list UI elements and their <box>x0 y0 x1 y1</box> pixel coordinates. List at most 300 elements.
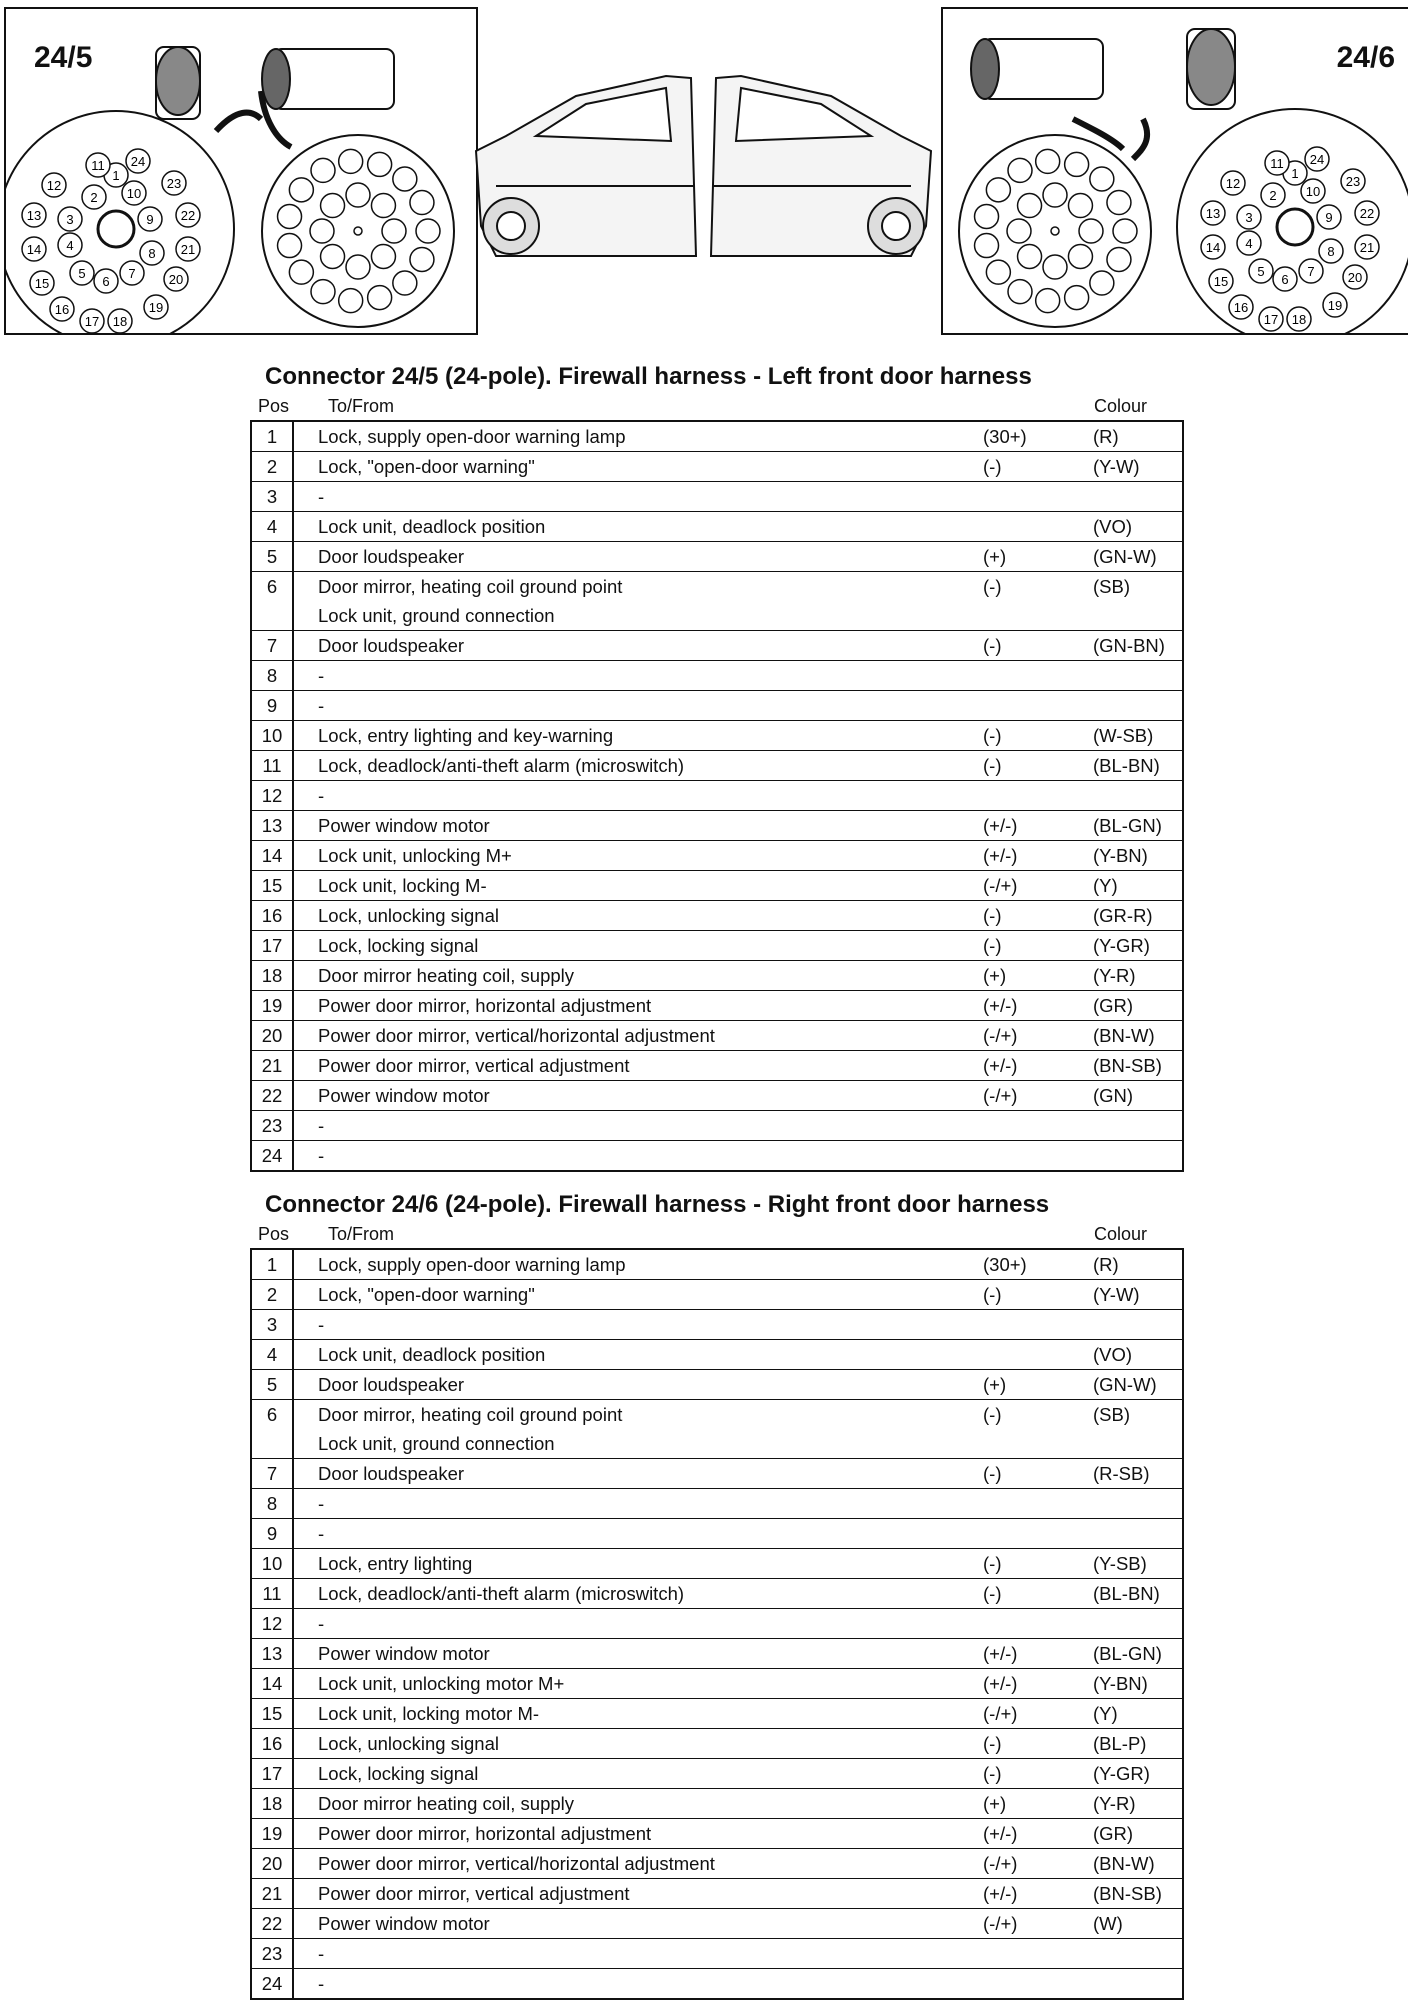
wire-colour <box>1093 1141 1183 1172</box>
wire-colour-text: (Y-GR) <box>1093 935 1150 956</box>
pin-description-text: - <box>318 665 325 686</box>
pin-position-text: 16 <box>261 1733 283 1754</box>
pin-polarity-text: (-/+) <box>983 1703 1018 1724</box>
wire-colour <box>1093 721 1183 751</box>
wire-colour <box>1093 691 1183 721</box>
pin-number-label: 22 <box>180 208 196 223</box>
pin-face-numbered <box>1177 109 1408 333</box>
table-row <box>251 1370 1183 1400</box>
pin-description <box>293 452 983 482</box>
pin-number-label: 2 <box>90 190 98 205</box>
socket-hole <box>278 204 302 228</box>
wire-colour-text: (Y-SB) <box>1093 1553 1147 1574</box>
pin-position <box>251 1400 293 1459</box>
wire-colour-text: (Y-R) <box>1093 1793 1136 1814</box>
table-row <box>251 691 1183 721</box>
pin-position <box>251 1370 293 1400</box>
wire-colour-text: (BL-P) <box>1093 1733 1147 1754</box>
pin-description <box>293 1519 983 1549</box>
wire-colour <box>1093 1340 1183 1370</box>
wire-colour <box>1093 1879 1183 1909</box>
pin-position <box>251 1729 293 1759</box>
pin-number-label: 15 <box>34 276 50 291</box>
pin-number-label: 3 <box>66 212 74 227</box>
pin-description-text: Door loudspeaker <box>318 635 465 656</box>
pin-description <box>293 1489 983 1519</box>
connector-24-5-label: 24/5 <box>34 41 93 74</box>
pin-description <box>293 512 983 542</box>
socket-hole <box>339 289 363 313</box>
socket-hole <box>368 152 392 176</box>
wire-colour <box>1093 1489 1183 1519</box>
pin-description-text: Lock unit, unlocking motor M+ <box>318 1673 565 1694</box>
pin-position <box>251 1909 293 1939</box>
pin-polarity-text: (-) <box>983 456 1002 477</box>
pin-description <box>293 1819 983 1849</box>
wire-colour <box>1093 1459 1183 1489</box>
wire-colour-text: (SB) <box>1093 576 1130 597</box>
wire-colour <box>1093 841 1183 871</box>
pin-description <box>293 1609 983 1639</box>
table-row <box>251 1909 1183 1939</box>
pin-position <box>251 631 293 661</box>
pin-description-text: - <box>318 785 325 806</box>
pin-description <box>293 1400 983 1459</box>
pin-description <box>293 1111 983 1141</box>
socket-hole <box>346 183 370 207</box>
socket-hole <box>289 178 313 202</box>
pin-description <box>293 1549 983 1579</box>
pin-position-text: 22 <box>261 1085 283 1106</box>
pin-number-label: 17 <box>1263 312 1279 327</box>
pin-position <box>251 1819 293 1849</box>
wire-colour <box>1093 1939 1183 1969</box>
pin-polarity <box>983 721 1093 751</box>
pin-polarity <box>983 452 1093 482</box>
pin-position-text: 7 <box>266 635 278 656</box>
pin-number-label: 23 <box>1345 174 1361 189</box>
table-row <box>251 991 1183 1021</box>
pin-description-text: Lock, supply open-door warning lamp <box>318 426 626 447</box>
pin-position-text: 1 <box>266 426 278 447</box>
center-hub <box>98 211 134 247</box>
wire-colour <box>1093 1051 1183 1081</box>
pin-number-label: 5 <box>78 266 86 281</box>
pin-position <box>251 1519 293 1549</box>
table-row <box>251 1879 1183 1909</box>
connector-24-6-diagram <box>943 9 1408 333</box>
pin-position-text: 8 <box>266 665 278 686</box>
pin-polarity-text: (-/+) <box>983 1853 1018 1874</box>
socket-hole <box>289 260 313 284</box>
socket-hole <box>393 271 417 295</box>
pin-polarity-text: (-) <box>983 1404 1002 1425</box>
pin-polarity-text: (30+) <box>983 1254 1027 1275</box>
pin-polarity <box>983 1699 1093 1729</box>
pin-description <box>293 1909 983 1939</box>
socket-hole <box>1065 152 1089 176</box>
wire-colour-text: (Y) <box>1093 875 1118 896</box>
wire-colour <box>1093 1699 1183 1729</box>
pin-description-text: Door loudspeaker <box>318 1463 465 1484</box>
socket-hole <box>371 244 395 268</box>
pin-polarity <box>983 1669 1093 1699</box>
wire-colour <box>1093 1639 1183 1669</box>
socket-hole <box>1043 255 1067 279</box>
table-row <box>251 1081 1183 1111</box>
wire-colour-text: (BN-W) <box>1093 1025 1155 1046</box>
pin-description-text: Door mirror, heating coil ground point <box>318 1404 623 1425</box>
pin-position <box>251 661 293 691</box>
wire-colour <box>1093 1969 1183 2000</box>
pin-description-text: - <box>318 1613 325 1634</box>
table-row <box>251 1051 1183 1081</box>
pin-description-text: Lock, locking signal <box>318 1763 479 1784</box>
pin-description <box>293 721 983 751</box>
wire-colour-text: (W) <box>1093 1913 1123 1934</box>
wire-colour-text: (GR-R) <box>1093 905 1153 926</box>
pin-position <box>251 542 293 572</box>
socket-hole <box>1107 191 1131 215</box>
pin-position <box>251 1879 293 1909</box>
pin-polarity <box>983 871 1093 901</box>
table-row <box>251 542 1183 572</box>
pin-description <box>293 572 983 631</box>
wire-colour-text: (GR) <box>1093 995 1134 1016</box>
pin-polarity <box>983 751 1093 781</box>
table-row <box>251 1759 1183 1789</box>
pin-polarity-text: (+/-) <box>983 995 1018 1016</box>
pin-number-label: 9 <box>146 212 154 227</box>
pin-description-text: Door loudspeaker <box>318 546 465 567</box>
header-to-from: To/From <box>328 1224 395 1244</box>
pin-polarity-text: (30+) <box>983 426 1027 447</box>
pin-description-text: Lock, entry lighting and key-warning <box>318 725 614 746</box>
table-row <box>251 1280 1183 1310</box>
pin-description <box>293 1249 983 1280</box>
pin-position-text: 17 <box>261 935 283 956</box>
pin-position-text: 16 <box>261 905 283 926</box>
wire-colour-text: (BL-GN) <box>1093 815 1162 836</box>
pin-number-label: 4 <box>1245 236 1253 251</box>
pin-position <box>251 1141 293 1172</box>
table-row <box>251 512 1183 542</box>
pin-description-line2: Lock unit, ground connection <box>318 1433 555 1454</box>
pin-number-label: 18 <box>112 314 128 329</box>
wire-colour <box>1093 1280 1183 1310</box>
wire-colour <box>1093 1111 1183 1141</box>
wire-colour <box>1093 1519 1183 1549</box>
pin-polarity <box>983 841 1093 871</box>
wire-colour-text: (Y-BN) <box>1093 1673 1148 1694</box>
wire-colour-text: (R-SB) <box>1093 1463 1150 1484</box>
pin-polarity <box>983 1729 1093 1759</box>
pin-number-label: 1 <box>112 168 120 183</box>
socket-hole <box>311 280 335 304</box>
pin-position-text: 2 <box>266 1284 278 1305</box>
pin-polarity <box>983 1489 1093 1519</box>
pin-number-label: 16 <box>1233 300 1249 315</box>
pin-position-text: 11 <box>262 1583 282 1604</box>
pin-description-text: - <box>318 1314 325 1335</box>
pin-description-text: Lock, deadlock/anti-theft alarm (microswitch) <box>318 755 685 776</box>
pin-polarity <box>983 631 1093 661</box>
socket-hole <box>321 194 345 218</box>
pin-number-label: 2 <box>1269 188 1277 203</box>
pin-number-label: 21 <box>1359 240 1375 255</box>
wire-colour <box>1093 1609 1183 1639</box>
pin-face-numbered <box>6 111 234 333</box>
pin-position-text: 8 <box>266 1493 278 1514</box>
pin-position-text: 10 <box>261 1553 283 1574</box>
socket-hole <box>1007 219 1031 243</box>
pin-number-label: 10 <box>126 186 142 201</box>
table-row <box>251 1699 1183 1729</box>
pin-description <box>293 1340 983 1370</box>
wire-colour <box>1093 1759 1183 1789</box>
pin-number-label: 8 <box>148 246 156 261</box>
table-row <box>251 1669 1183 1699</box>
table-row <box>251 1789 1183 1819</box>
table-row <box>251 1579 1183 1609</box>
pin-position <box>251 991 293 1021</box>
wire-colour-text: (BL-BN) <box>1093 1583 1160 1604</box>
socket-hole <box>1079 219 1103 243</box>
pin-position-text: 1 <box>266 1254 278 1275</box>
pin-position-text: 19 <box>261 1823 283 1844</box>
pin-description <box>293 1021 983 1051</box>
pin-description <box>293 691 983 721</box>
wire-colour-text: (BN-SB) <box>1093 1055 1162 1076</box>
wire-colour <box>1093 781 1183 811</box>
wire-colour-text: (R) <box>1093 426 1119 447</box>
pin-position <box>251 1789 293 1819</box>
pin-position <box>251 1310 293 1340</box>
socket-hole <box>346 255 370 279</box>
pin-description-text: Lock, locking signal <box>318 935 479 956</box>
pin-polarity <box>983 1021 1093 1051</box>
pin-polarity-text: (+/-) <box>983 1883 1018 1904</box>
header-pos: Pos <box>258 1224 290 1244</box>
pin-position <box>251 871 293 901</box>
pin-description-text: Lock unit, locking M- <box>318 875 487 896</box>
pin-position-text: 23 <box>261 1115 283 1136</box>
pin-polarity <box>983 482 1093 512</box>
pin-description-text: Lock unit, unlocking M+ <box>318 845 512 866</box>
pin-description <box>293 871 983 901</box>
pin-position-text: 21 <box>261 1883 283 1904</box>
pin-description <box>293 1789 983 1819</box>
pin-polarity <box>983 1370 1093 1400</box>
pin-position <box>251 961 293 991</box>
pin-description-text: Door loudspeaker <box>318 1374 465 1395</box>
wire-colour-text: (BL-BN) <box>1093 755 1160 776</box>
socket-hole <box>410 247 434 271</box>
wire-colour-text: (Y-W) <box>1093 1284 1140 1305</box>
pin-polarity <box>983 1639 1093 1669</box>
pin-position-text: 4 <box>266 516 278 537</box>
table-row <box>251 811 1183 841</box>
table-row <box>251 1111 1183 1141</box>
pin-description <box>293 1051 983 1081</box>
pin-number-label: 12 <box>1225 176 1241 191</box>
pin-polarity <box>983 1969 1093 2000</box>
pin-polarity-text: (-/+) <box>983 1025 1018 1046</box>
wire-colour <box>1093 631 1183 661</box>
pin-description <box>293 1459 983 1489</box>
pin-polarity-text: (+/-) <box>983 1643 1018 1664</box>
pin-position <box>251 1639 293 1669</box>
pin-position-text: 5 <box>266 546 278 567</box>
pin-number-label: 13 <box>26 208 42 223</box>
table-row <box>251 1489 1183 1519</box>
socket-hole <box>310 219 334 243</box>
socket-hole <box>1051 227 1059 235</box>
pin-position-text: 6 <box>266 576 278 597</box>
table-row <box>251 781 1183 811</box>
table-row <box>251 1400 1183 1459</box>
pin-polarity-text: (-) <box>983 1583 1002 1604</box>
pin-number-label: 6 <box>1281 272 1289 287</box>
pin-position <box>251 1549 293 1579</box>
table-row <box>251 1729 1183 1759</box>
pin-position <box>251 751 293 781</box>
connector-24-6-title: Connector 24/6 (24-pole). Firewall harness - Right front door harness <box>265 1191 1050 1218</box>
pin-description <box>293 1370 983 1400</box>
wire-colour <box>1093 482 1183 512</box>
table-row <box>251 1310 1183 1340</box>
pin-position-text: 7 <box>266 1463 278 1484</box>
table-row <box>251 1969 1183 2000</box>
pin-polarity <box>983 961 1093 991</box>
wire-colour <box>1093 1310 1183 1340</box>
socket-hole <box>1090 167 1114 191</box>
pin-description-text: Door mirror, heating coil ground point <box>318 576 623 597</box>
pin-number-label: 11 <box>1270 156 1284 171</box>
wire-colour-text: (Y) <box>1093 1703 1118 1724</box>
pin-polarity-text: (-) <box>983 755 1002 776</box>
pin-polarity-text: (+/-) <box>983 1673 1018 1694</box>
pin-polarity <box>983 1280 1093 1310</box>
socket-hole <box>1043 183 1067 207</box>
wire-colour <box>1093 1579 1183 1609</box>
pin-description-text: - <box>318 1493 325 1514</box>
pin-number-label: 24 <box>1309 152 1325 167</box>
pin-position <box>251 1609 293 1639</box>
pin-polarity <box>983 1789 1093 1819</box>
pin-position <box>251 1849 293 1879</box>
table-row <box>251 482 1183 512</box>
pin-polarity <box>983 1459 1093 1489</box>
pin-polarity-text: (-) <box>983 1463 1002 1484</box>
pin-number-label: 21 <box>180 242 196 257</box>
pin-position-text: 19 <box>261 995 283 1016</box>
socket-hole <box>339 149 363 173</box>
car-doors-illustration <box>466 56 941 276</box>
socket-hole <box>986 178 1010 202</box>
pin-position-text: 22 <box>261 1913 283 1934</box>
pin-polarity <box>983 901 1093 931</box>
pin-number-label: 14 <box>1205 240 1221 255</box>
socket-hole <box>1008 158 1032 182</box>
wire-colour <box>1093 661 1183 691</box>
pin-position <box>251 512 293 542</box>
pin-polarity <box>983 1549 1093 1579</box>
pin-number-label: 1 <box>1291 166 1299 181</box>
pin-description-text: - <box>318 1523 325 1544</box>
pin-description-text: Lock, unlocking signal <box>318 905 499 926</box>
wire-colour <box>1093 1729 1183 1759</box>
header-pos: Pos <box>258 396 290 416</box>
wire-colour-text: (Y-GR) <box>1093 1763 1150 1784</box>
wire-colour <box>1093 1789 1183 1819</box>
pin-description <box>293 1699 983 1729</box>
pin-description-text: Lock unit, deadlock position <box>318 1344 546 1365</box>
pin-polarity-text: (-) <box>983 1733 1002 1754</box>
pin-polarity <box>983 1849 1093 1879</box>
pin-position-text: 15 <box>261 1703 283 1724</box>
pin-position-text: 13 <box>261 1643 283 1664</box>
wire-colour-text: (GN-W) <box>1093 1374 1157 1395</box>
pin-description-text: Lock, entry lighting <box>318 1553 473 1574</box>
pin-number-label: 13 <box>1205 206 1221 221</box>
pin-polarity <box>983 811 1093 841</box>
pin-position <box>251 1081 293 1111</box>
pin-position-text: 11 <box>262 755 282 776</box>
pin-number-label: 18 <box>1291 312 1307 327</box>
pin-polarity-text: (+/-) <box>983 815 1018 836</box>
pin-number-label: 8 <box>1327 244 1335 259</box>
pin-polarity-text: (+) <box>983 965 1007 986</box>
pin-polarity-text: (-) <box>983 935 1002 956</box>
pin-number-label: 23 <box>166 176 182 191</box>
pin-polarity <box>983 1340 1093 1370</box>
wire-colour <box>1093 1909 1183 1939</box>
pin-description-text: - <box>318 486 325 507</box>
pin-description <box>293 1849 983 1879</box>
pin-description-line2: Lock unit, ground connection <box>318 605 555 626</box>
plug-icon <box>156 47 394 147</box>
socket-hole <box>410 191 434 215</box>
pin-description <box>293 631 983 661</box>
pin-position <box>251 1489 293 1519</box>
wire-colour <box>1093 811 1183 841</box>
table-row <box>251 721 1183 751</box>
pin-position-text: 15 <box>261 875 283 896</box>
wire-colour-text: (VO) <box>1093 1344 1133 1365</box>
pin-polarity-text: (-/+) <box>983 1913 1018 1934</box>
pin-polarity-text: (-) <box>983 905 1002 926</box>
socket-hole <box>321 244 345 268</box>
pin-position <box>251 781 293 811</box>
pin-description-text: Power window motor <box>318 1643 490 1664</box>
wire-colour-text: (Y-W) <box>1093 456 1140 477</box>
pin-position <box>251 1249 293 1280</box>
table-row <box>251 1021 1183 1051</box>
pin-polarity <box>983 1141 1093 1172</box>
pin-position-text: 14 <box>261 845 283 866</box>
table-row <box>251 1141 1183 1172</box>
pin-polarity-text: (-) <box>983 635 1002 656</box>
socket-hole <box>416 219 440 243</box>
wire-colour <box>1093 452 1183 482</box>
table-row <box>251 871 1183 901</box>
pin-description-text: Lock, supply open-door warning lamp <box>318 1254 626 1275</box>
pin-position-text: 3 <box>266 1314 278 1335</box>
pin-position <box>251 1051 293 1081</box>
pin-polarity <box>983 1400 1093 1459</box>
header-to-from: To/From <box>328 396 395 416</box>
